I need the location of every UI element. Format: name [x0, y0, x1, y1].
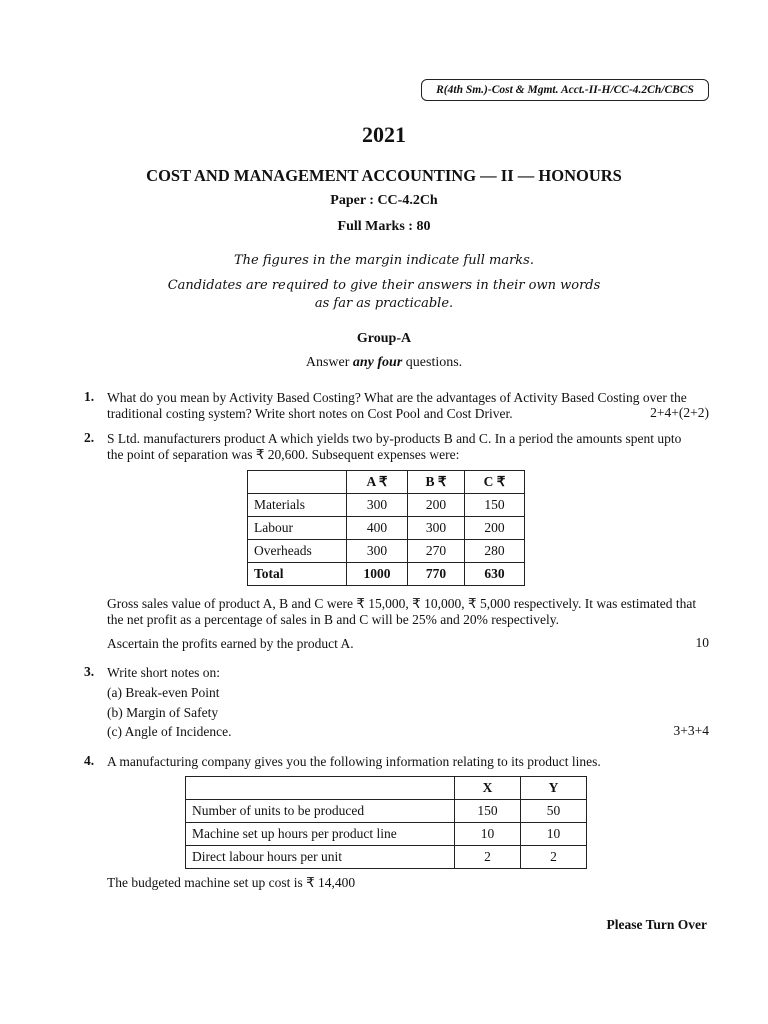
q2-para-1: Gross sales value of product A, B and C were ₹ 15,000, ₹ 10,000, ₹ 5,000 respectively. It was estimated that — [107, 596, 697, 611]
table-cell: 150 — [465, 494, 525, 517]
table-cell: 50 — [521, 800, 587, 823]
answer-instruction — [0, 355, 768, 371]
q4-tail: The budgeted machine set up cost is ₹ 14,400 — [107, 875, 356, 890]
table-cell: 150 — [455, 800, 521, 823]
q4-product-table — [185, 776, 587, 869]
table-cell: Direct labour hours per unit — [186, 846, 455, 869]
answer-suffix: questions. — [402, 355, 463, 370]
table-row — [186, 823, 587, 846]
q2-line-2: the point of separation was ₹ 20,600. Subsequent expenses were: — [107, 447, 460, 462]
q3-marks: 3+3+4 — [673, 723, 709, 738]
table-cell: 630 — [465, 563, 525, 586]
q2-line-1: S Ltd. manufacturers product A which yields two by-products B and C. In a period the amounts spent upto — [107, 431, 682, 446]
table-header-cell: A ₹ — [347, 471, 408, 494]
table-cell: 2 — [455, 846, 521, 869]
table-cell: 1000 — [347, 563, 408, 586]
table-cell: 300 — [347, 494, 408, 517]
table-header-cell — [248, 471, 347, 494]
table-cell: 400 — [347, 517, 408, 540]
table-cell: Labour — [248, 517, 347, 540]
paper-code: Paper : CC-4.2Ch — [330, 193, 438, 208]
table-header-cell — [186, 777, 455, 800]
q2-ask: Ascertain the profits earned by the product A. — [107, 636, 354, 651]
table-cell: 2 — [521, 846, 587, 869]
q3-number: 3. — [84, 664, 95, 679]
exam-title: COST AND MANAGEMENT ACCOUNTING — II — HONOURS — [146, 166, 622, 185]
table-row — [186, 846, 587, 869]
table-cell: Overheads — [248, 540, 347, 563]
q3-item-a: (a) Break-even Point — [107, 685, 220, 700]
answer-prefix: Answer — [305, 355, 353, 370]
q3-item-b: (b) Margin of Safety — [107, 705, 219, 720]
q1-line-1: What do you mean by Activity Based Costing? What are the advantages of Activity Based Costing over the — [107, 390, 687, 405]
exam-year: 2021 — [362, 122, 406, 147]
q2-number: 2. — [84, 430, 95, 445]
table-header-cell: C ₹ — [465, 471, 525, 494]
table-cell: 200 — [465, 517, 525, 540]
table-row — [248, 517, 525, 540]
table-cell: 770 — [408, 563, 465, 586]
full-marks: Full Marks : 80 — [337, 219, 431, 234]
table-row — [248, 540, 525, 563]
table-cell: 270 — [408, 540, 465, 563]
instruction-own-words-2: as far as practicable. — [314, 296, 454, 311]
table-row — [186, 800, 587, 823]
q2-marks: 10 — [695, 635, 709, 650]
q1-marks: 2+4+(2+2) — [650, 405, 709, 420]
answer-emphasis: any four — [352, 355, 403, 370]
q1-number: 1. — [84, 389, 95, 404]
table-cell: Materials — [248, 494, 347, 517]
q1-line-2: traditional costing system? Write short notes on Cost Pool and Cost Driver. — [107, 406, 513, 421]
group-heading: Group-A — [356, 331, 412, 346]
table-header-cell: B ₹ — [408, 471, 465, 494]
table-cell: 280 — [465, 540, 525, 563]
table-cell: Number of units to be produced — [186, 800, 455, 823]
instruction-margin: The figures in the margin indicate full marks. — [233, 253, 534, 268]
table-total-row — [248, 563, 525, 586]
table-cell: 300 — [408, 517, 465, 540]
table-header-row — [248, 471, 525, 494]
q2-para-2: the net profit as a percentage of sales in B and C will be 25% and 20% respectively. — [107, 612, 559, 627]
paper-code-box: R(4th Sm.)-Cost & Mgmt. Acct.-II-H/CC-4.2Ch/CBCS — [421, 79, 709, 101]
q3-item-c: (c) Angle of Incidence. — [107, 724, 232, 739]
please-turn-over: Please Turn Over — [606, 917, 707, 932]
q4-number: 4. — [84, 753, 95, 768]
table-header-cell: Y — [521, 777, 587, 800]
table-header-row — [186, 777, 587, 800]
table-cell: Machine set up hours per product line — [186, 823, 455, 846]
table-row — [248, 494, 525, 517]
table-cell: 300 — [347, 540, 408, 563]
table-cell: 10 — [455, 823, 521, 846]
table-header-cell: X — [455, 777, 521, 800]
table-cell: Total — [248, 563, 347, 586]
instruction-own-words-1: Candidates are required to give their answers in their own words — [167, 278, 601, 293]
table-cell: 10 — [521, 823, 587, 846]
q4-lead: A manufacturing company gives you the following information relating to its product lines. — [107, 754, 601, 769]
q3-lead: Write short notes on: — [107, 665, 221, 680]
table-cell: 200 — [408, 494, 465, 517]
q2-expense-table — [247, 470, 525, 586]
